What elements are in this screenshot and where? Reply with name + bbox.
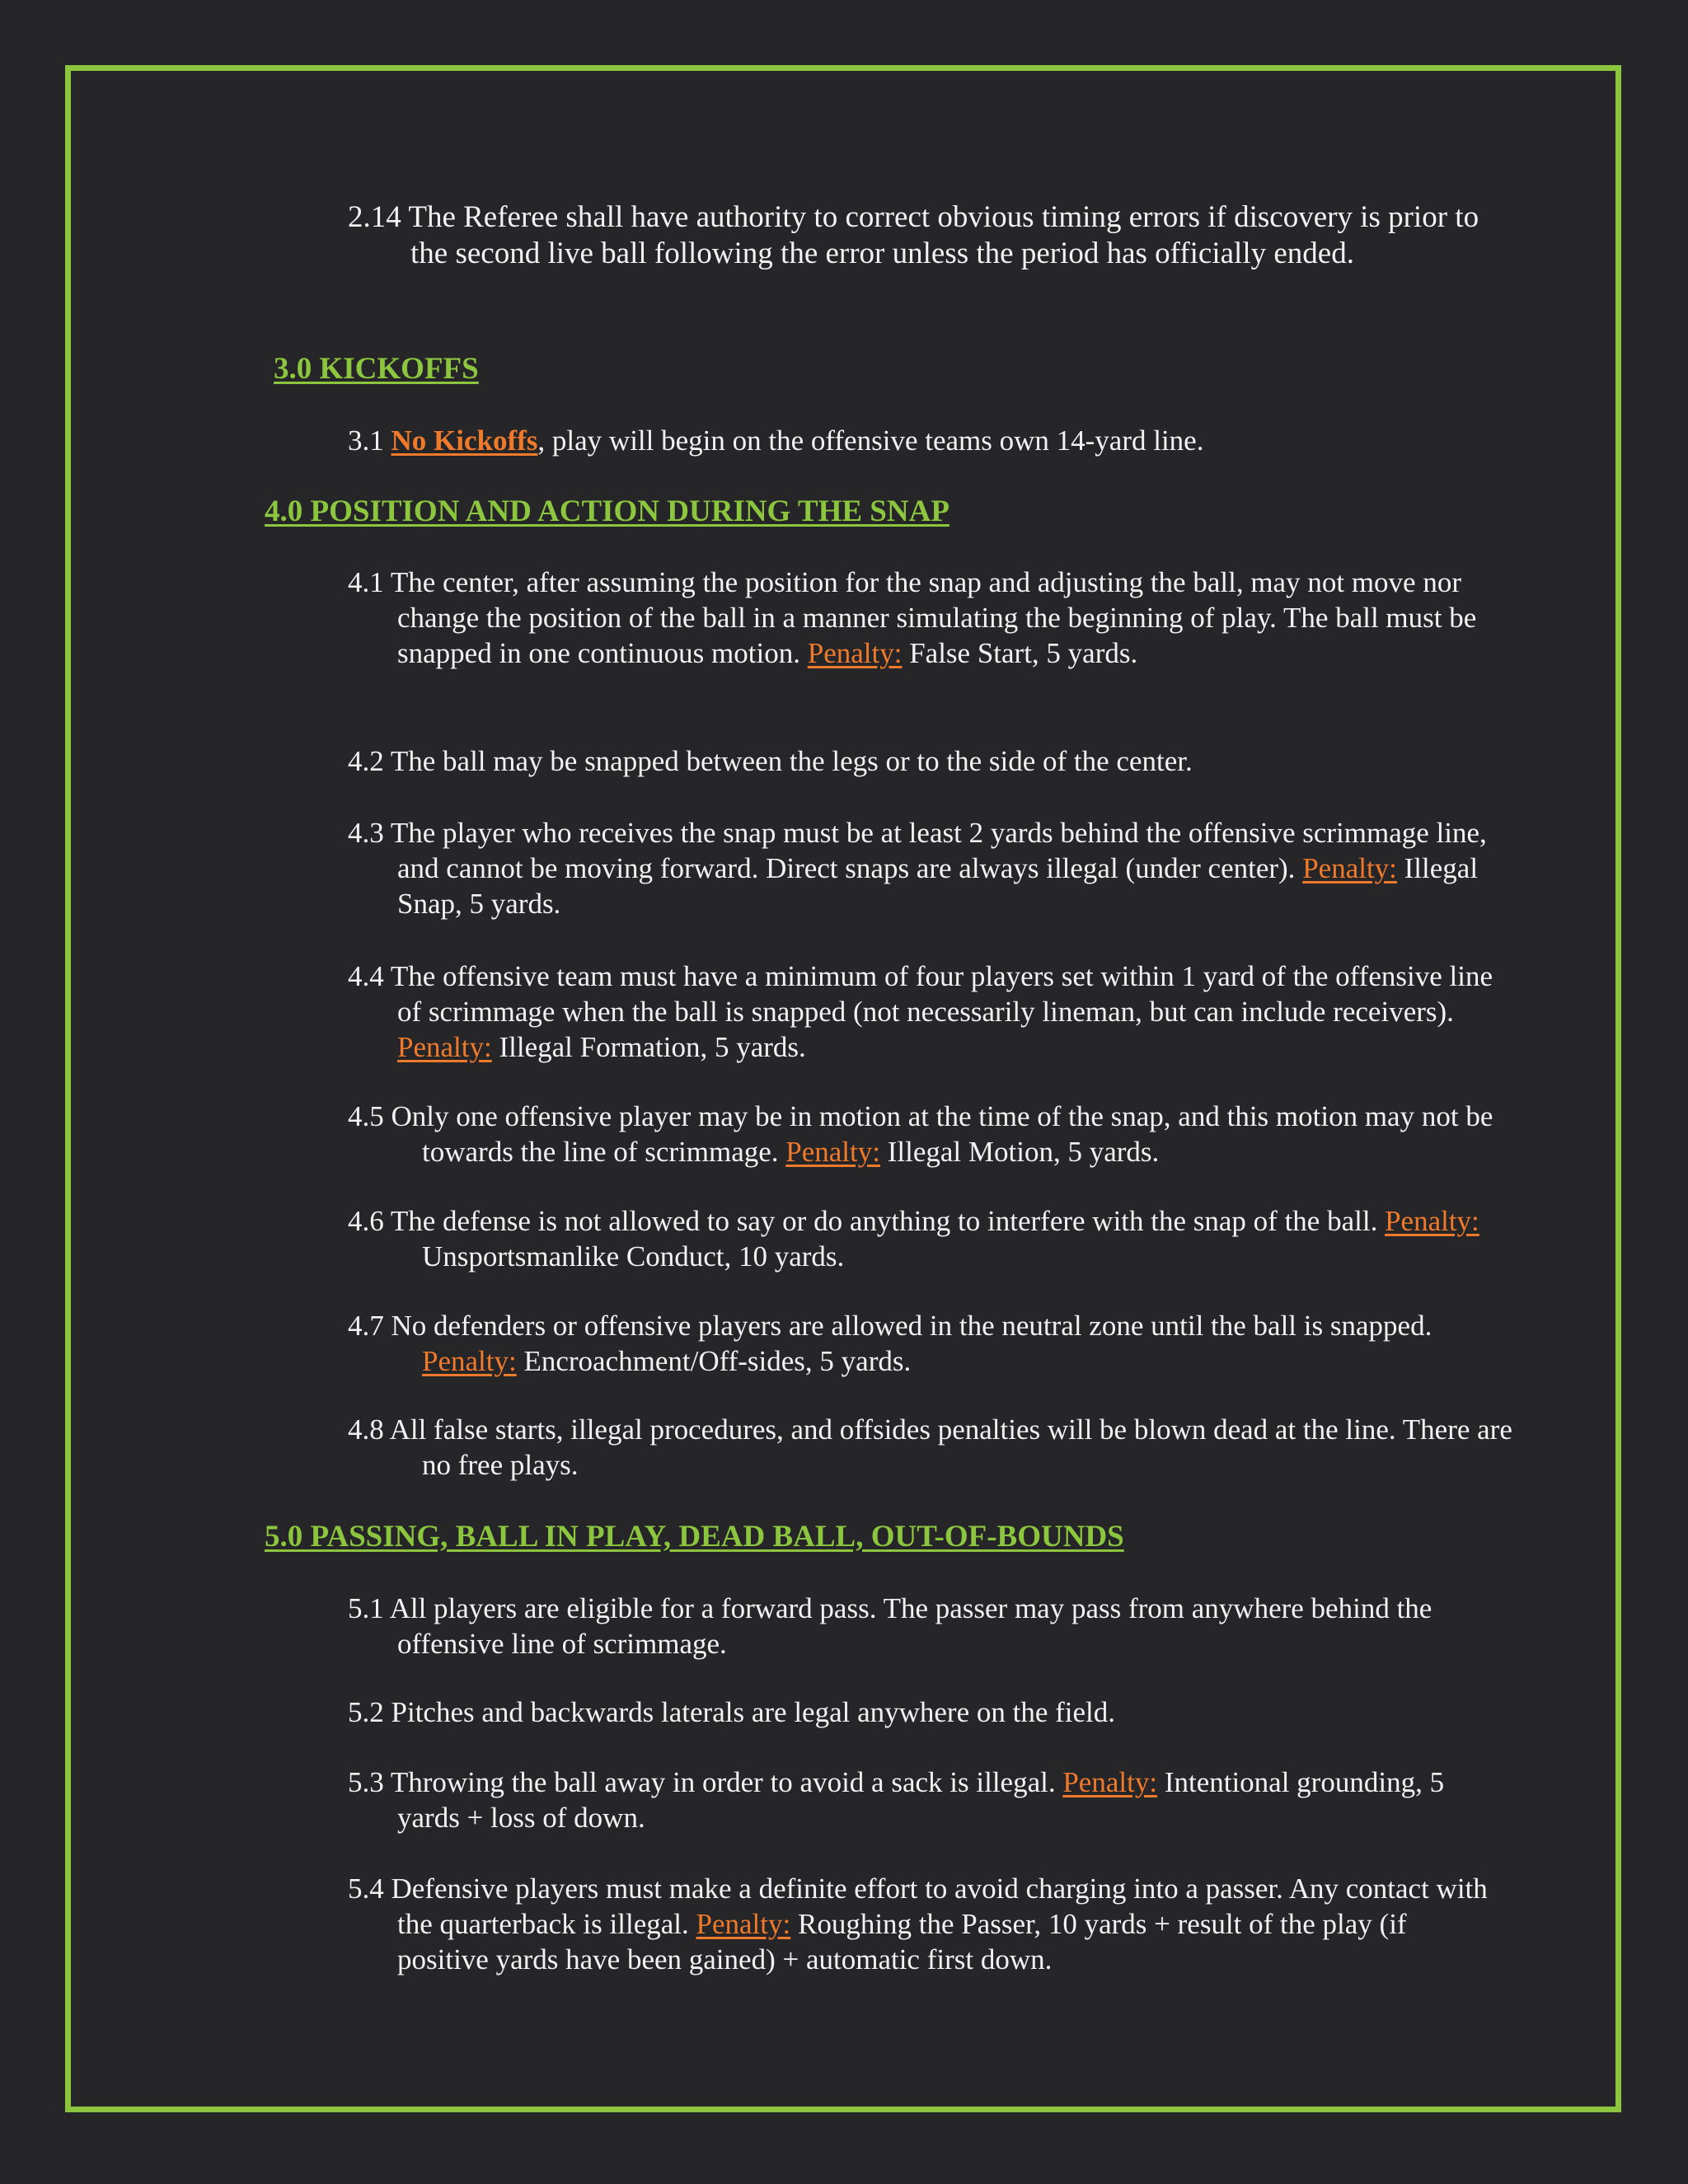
rule-text: All false starts, illegal procedures, and offsides penalties will be blown dead at the line. There are no free plays. [389,1413,1512,1481]
rule-5-2 [348,1694,1502,1730]
rule-text: Only one offensive player may be in motion at the time of the snap, and this motion may not be towards the line of scrimmage. [391,1100,1493,1168]
penalty-label: Penalty: [422,1345,517,1377]
rule-4-4 [348,958,1502,1065]
penalty-text: Intentional grounding, 5 yards + loss of down. [397,1766,1445,1834]
rule-number: 5.1 [348,1592,384,1624]
rule-4-1 [348,565,1502,671]
penalty-text: Illegal Formation, 5 yards. [499,1031,806,1063]
rule-text: The Referee shall have authority to correct obvious timing errors if discovery is prior to the second live ball following the error unless the period has officially ended. [408,200,1479,270]
rule-4-2 [348,743,1502,779]
rule-4-6 [348,1203,1526,1274]
rule-text: The offensive team must have a minimum of four players set within 1 yard of the offensive line of scrimmage when the ball is snapped (not necessarily lineman, but can include receivers). [390,960,1493,1028]
rule-text: The center, after assuming the position for the snap and adjusting the ball, may not move nor change the position of the ball in a manner simulating the beginning of play. The ball must be snapped in one continuous motion. [390,566,1477,669]
penalty-text: Illegal Motion, 5 yards. [887,1136,1160,1168]
penalty-text: False Start, 5 yards. [909,637,1138,669]
rule-5-3 [348,1765,1502,1835]
rule-text: Throwing the ball away in order to avoid a sack is illegal. [390,1766,1056,1798]
rule-4-8 [348,1412,1526,1483]
penalty-text: Unsportsmanlike Conduct, 10 yards. [422,1240,845,1272]
penalty-label: Penalty: [397,1031,492,1063]
rule-number: 4.3 [348,817,384,849]
penalty-text: Illegal Snap, 5 yards. [397,852,1479,920]
rule-text: , play will begin on the offensive teams own 14-yard line. [537,424,1204,457]
section-heading-snap: 4.0 POSITION AND ACTION DURING THE SNAP [265,494,950,528]
penalty-label: Penalty: [1302,852,1397,884]
penalty-label: Penalty: [1062,1766,1158,1798]
rule-number: 4.6 [348,1205,384,1237]
penalty-label: Penalty: [696,1908,791,1940]
rule-4-7 [348,1308,1526,1379]
rule-5-4 [348,1871,1502,1977]
penalty-label: Penalty: [785,1136,880,1168]
penalty-label: Penalty: [1385,1205,1479,1237]
rule-number: 5.4 [348,1872,384,1905]
rule-number: 4.2 [348,745,384,777]
rule-number: 4.7 [348,1310,384,1342]
rule-2-14 [348,199,1515,272]
rule-3-1 [348,423,1502,458]
rule-text: Pitches and backwards laterals are legal anywhere on the field. [391,1696,1116,1728]
rule-number: 5.2 [348,1696,384,1728]
rule-text: Defensive players must make a definite effort to avoid charging into a passer. Any contact with the quarterback is illegal. [391,1872,1488,1940]
section-heading-passing: 5.0 PASSING, BALL IN PLAY, DEAD BALL, OUT-OF-BOUNDS [265,1520,1124,1554]
rule-text: All players are eligible for a forward pass. The passer may pass from anywhere behind the offensive line of scrimmage. [389,1592,1432,1660]
penalty-text: Encroachment/Off-sides, 5 yards. [523,1345,912,1377]
rule-text: The defense is not allowed to say or do anything to interfere with the snap of the ball. [390,1205,1378,1237]
penalty-text: Roughing the Passer, 10 yards + result of the play (if positive yards have been gained) + automatic first down. [397,1908,1407,1975]
rule-number: 5.3 [348,1766,384,1798]
rule-number: 4.8 [348,1413,384,1446]
rule-number: 2.14 [348,200,401,234]
rule-number: 4.4 [348,960,384,992]
rule-number: 4.1 [348,566,384,598]
rule-number: 3.1 [348,424,384,457]
section-heading-kickoffs: 3.0 KICKOFFS [274,352,479,386]
no-kickoffs-highlight: No Kickoffs [391,424,538,457]
rule-text: The ball may be snapped between the legs or to the side of the center. [390,745,1193,777]
rule-4-3 [348,815,1502,921]
rule-number: 4.5 [348,1100,384,1132]
rule-5-1 [348,1591,1502,1661]
rule-text: The player who receives the snap must be at least 2 yards behind the offensive scrimmage line, and cannot be moving forward. Direct snaps are always illegal (under center). [390,817,1487,884]
penalty-label: Penalty: [807,637,903,669]
rule-text: No defenders or offensive players are allowed in the neutral zone until the ball is snapped. [391,1310,1432,1342]
rule-4-5 [348,1099,1526,1169]
